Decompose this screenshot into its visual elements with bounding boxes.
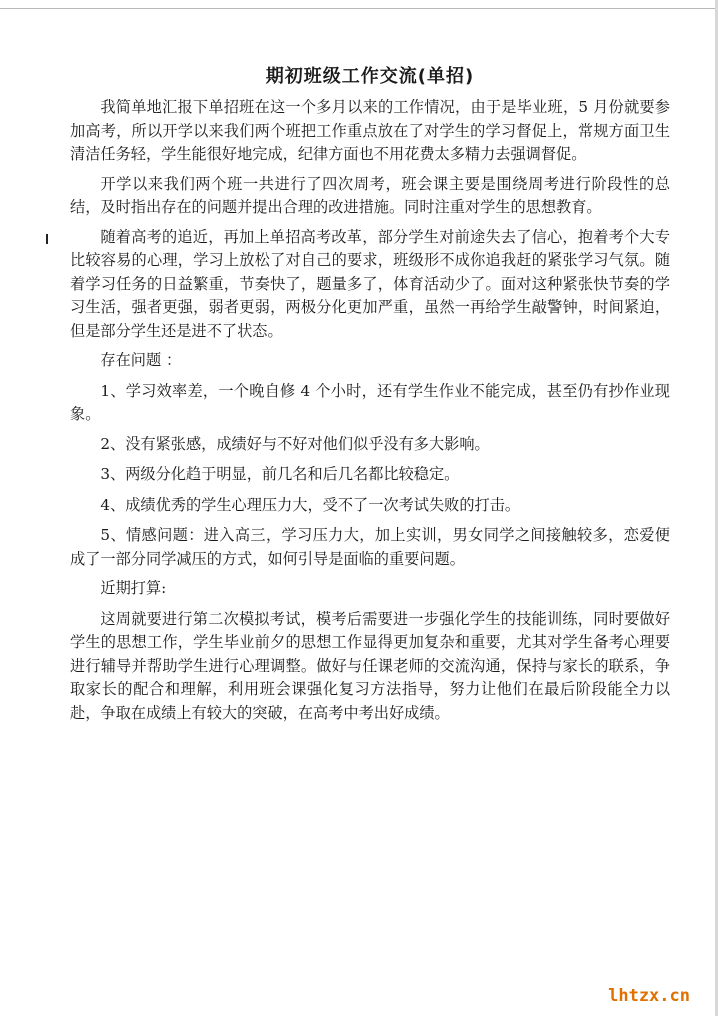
heading-plans: 近期打算:	[100, 579, 167, 597]
problem-item-3: 3、两级分化趋于明显，前几名和后几名都比较稳定。	[100, 465, 460, 483]
margin-mark	[46, 234, 48, 244]
document-body	[70, 64, 670, 731]
problem-item-1: 1、学习效率差，一个晚自修 4 个小时，还有学生作业不能完成，甚至仍有抄作业现象。	[70, 381, 670, 423]
site-watermark: lhtzx.cn	[608, 986, 690, 1006]
problem-item-4: 4、成绩优秀的学生心理压力大，受不了一次考试失败的打击。	[100, 495, 521, 514]
problem-item-2: 2、没有紧张感，成绩好与不好对他们似乎没有多大影响。	[100, 434, 490, 453]
page-top-border	[0, 8, 718, 9]
paragraph-plans: 这周就要进行第二次模拟考试，模考后需要进一步强化学生的技能训练，同时要做好学生的思想工作，学生毕业前夕的思想工作显得更加复杂和重要，尤其对学生备考心理要进行辅导并帮助学生进行心理调整。做好与任课老师的交流沟通，保持与家长的联系，争取家长的配合和理解，利用班会课强化复习方法指导，努力让他们在最后阶段能全力以赴，争取在成绩上有较大的突破，在高考中考出好成绩。	[70, 609, 670, 722]
document-title: 期初班级工作交流(单招)	[265, 66, 475, 87]
problem-item-5: 5、情感问题：进入高三，学习压力大，加上实训，男女同学之间接触较多，恋爱便成了一部分同学减压的方式，如何引导是面临的重要问题。	[70, 526, 670, 568]
paragraph-intro: 我简单地汇报下单招班在这一个多月以来的工作情况，由于是毕业班，5 月份就要参加高考，所以开学以来我们两个班把工作重点放在了对学生的学习督促上，常规方面卫生清洁任务轻，学生能很好地完成，纪律方面也不用花费太多精力去强调督促。	[70, 98, 670, 163]
heading-problems: 存在问题 ：	[100, 351, 182, 369]
paragraph-exam-pressure: 随着高考的追近，再加上单招高考改革，部分学生对前途失去了信心，抱着考个大专比较容易的心理，学习上放松了对自己的要求，班级形不成你追我赶的紧张学习气氛。随着学习任务的日益繁重，节奏快了，题量多了，体育活动少了。面对这种紧张快节奏的学习生活，强者更强，弱者更弱，两极分化更加严重，虽然一再给学生敲警钟，时间紧迫，但是部分学生还是进不了状态。	[70, 227, 670, 340]
paragraph-weekly-tests: 开学以来我们两个班一共进行了四次周考，班会课主要是围绕周考进行阶段性的总结，及时指出存在的问题并提出合理的改进措施。同时注重对学生的思想教育。	[70, 174, 670, 216]
